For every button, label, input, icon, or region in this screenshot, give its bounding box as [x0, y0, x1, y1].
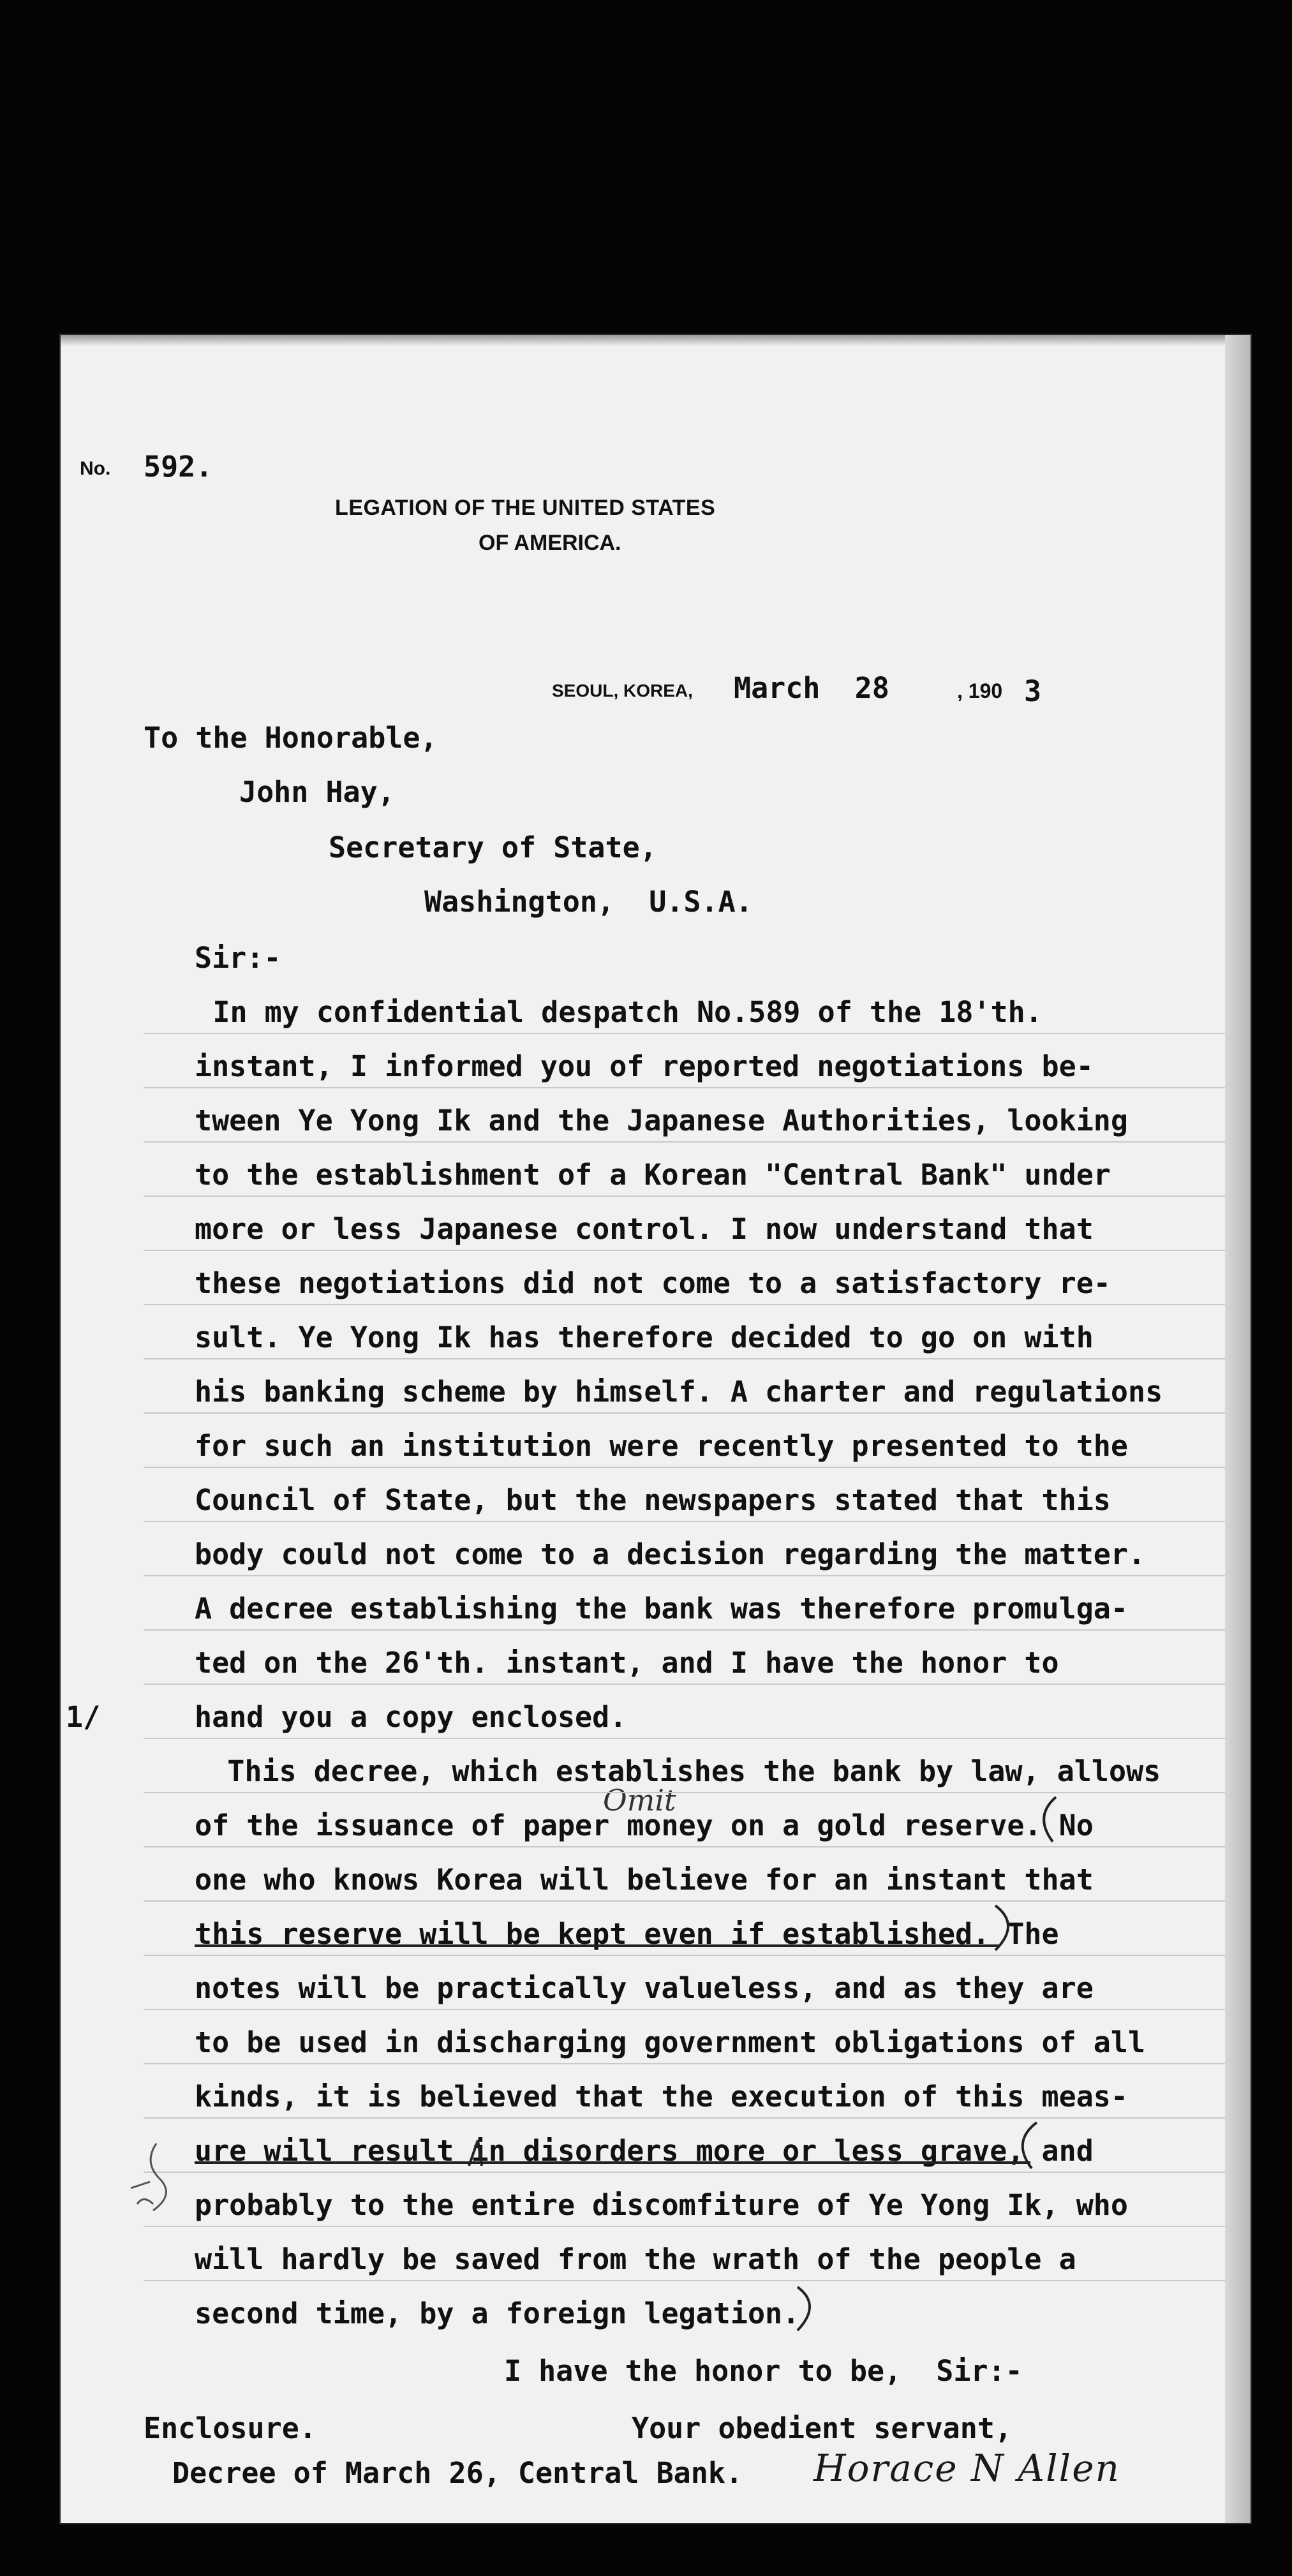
body-line: these negotiations did not come to a satisfactory re- [195, 1266, 1111, 1300]
body-line: In my confidential despatch No.589 of the 18'th. [144, 995, 1043, 1029]
address-line-2: John Hay, [239, 775, 395, 809]
dateline-year-prefix: , 190 [957, 679, 1003, 702]
body-line: sult. Ye Yong Ik has therefore decided to go on with [195, 1321, 1094, 1354]
address-line-4: Washington, U.S.A. [424, 885, 753, 919]
despatch-number: 592. [144, 450, 213, 484]
enclosure-margin-marker: 1/ [66, 1700, 101, 1734]
address-line-3: Secretary of State, [329, 831, 657, 864]
body-line: Council of State, but the newspapers stated that this [195, 1483, 1111, 1517]
body-line: ure will result in disorders more or less grave, and [195, 2134, 1094, 2168]
body-line: This decree, which establishes the bank by law, allows [175, 1754, 1161, 1788]
body-line: second time, by a foreign legation. [195, 2297, 800, 2330]
pen-markings [61, 335, 1251, 2523]
body-line: notes will be practically valueless, and as they are [195, 1971, 1094, 2005]
body-line: probably to the entire discomfiture of Ye Yong Ik, who [195, 2188, 1128, 2222]
letterhead-line-2: OF AMERICA. [479, 531, 621, 555]
closing-line-2: Your obedient servant, [632, 2411, 1013, 2445]
signature: Horace N Allen [813, 2446, 1120, 2490]
body-line: will hardly be saved from the wrath of the people a [195, 2242, 1076, 2276]
body-line: to the establishment of a Korean "Central Bank" under [195, 1158, 1111, 1192]
pencil-annotation-omit: Omit [603, 1783, 676, 1817]
body-line: A decree establishing the bank was therefore promulga- [195, 1592, 1128, 1625]
dateline-date: March 28 [734, 671, 889, 705]
enclosure-label: Enclosure. [144, 2411, 316, 2445]
body-line: hand you a copy enclosed. [195, 1700, 627, 1734]
body-line: tween Ye Yong Ik and the Japanese Authorities, looking [195, 1104, 1128, 1137]
despatch-page [61, 335, 1251, 2523]
body-line: to be used in discharging government obligations of all [195, 2025, 1146, 2059]
body-line: this reserve will be kept even if established. The [195, 1917, 1059, 1951]
body-line: body could not come to a decision regarding the matter. [195, 1537, 1146, 1571]
body-line: instant, I informed you of reported negotiations be- [195, 1049, 1094, 1083]
body-line: for such an institution were recently presented to the [195, 1429, 1128, 1463]
body-line: more or less Japanese control. I now understand that [195, 1212, 1094, 1246]
body-line: one who knows Korea will believe for an instant that [195, 1863, 1094, 1897]
body-line: ted on the 26'th. instant, and I have the honor to [195, 1646, 1059, 1680]
dateline-place: SEOUL, KOREA, [552, 681, 693, 700]
closing-line-1: I have the honor to be, Sir:- [504, 2354, 1023, 2388]
address-line-1: To the Honorable, [144, 721, 438, 755]
salutation: Sir:- [195, 941, 281, 975]
enclosure-item: Decree of March 26, Central Bank. [172, 2456, 743, 2490]
dateline-year-digit: 3 [1024, 674, 1042, 708]
letterhead-line-1: LEGATION OF THE UNITED STATES [335, 496, 716, 520]
body-line: his banking scheme by himself. A charter and regulations [195, 1375, 1163, 1409]
body-line: of the issuance of paper money on a gold reserve. No [195, 1809, 1094, 1842]
body-line: kinds, it is believed that the execution of this meas- [195, 2080, 1128, 2113]
number-label: No. [80, 458, 111, 479]
